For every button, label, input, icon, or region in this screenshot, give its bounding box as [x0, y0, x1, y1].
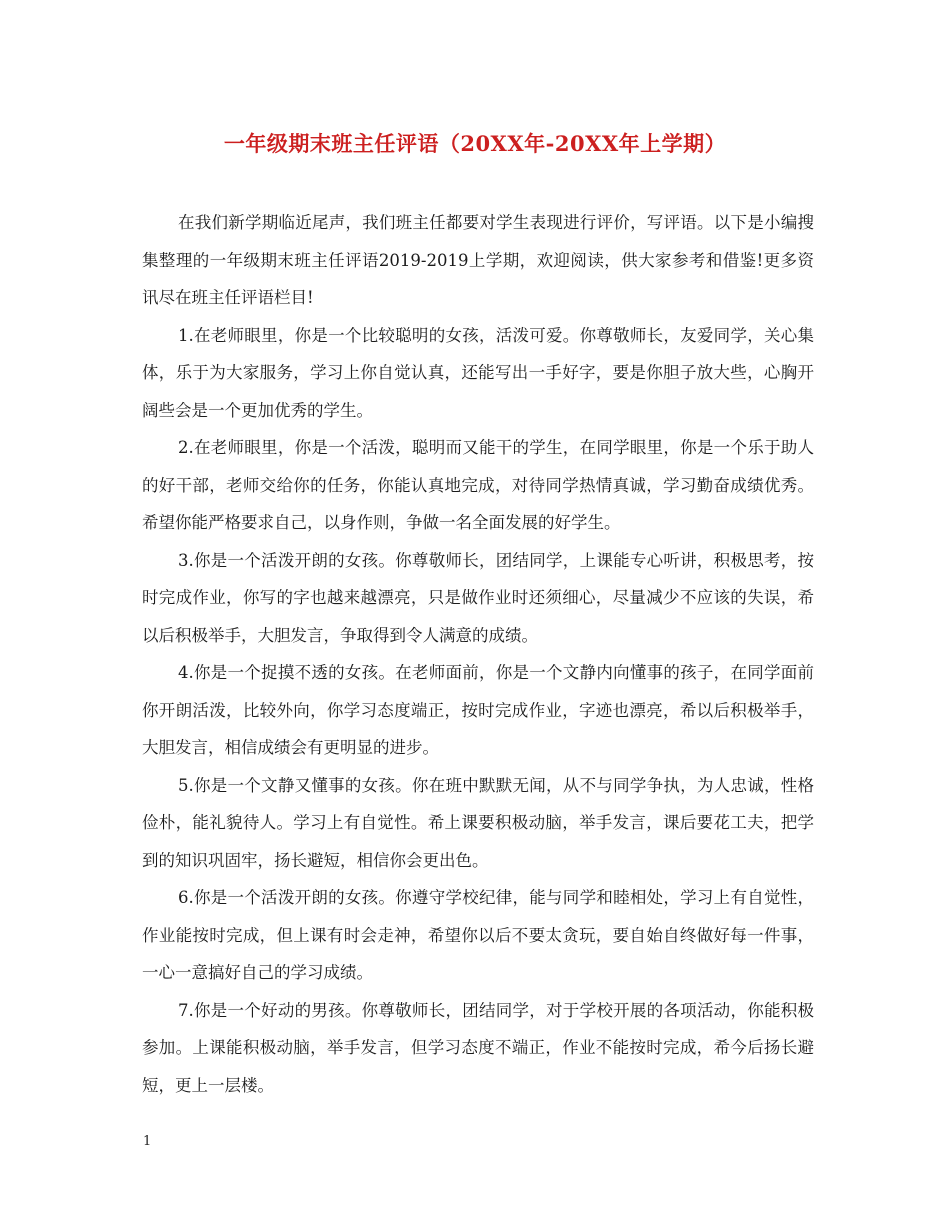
comment-paragraph-2: 2.在老师眼里，你是一个活泼，聪明而又能干的学生，在同学眼里，你是一个乐于助人的好干部，老师交给你的任务，你能认真地完成，对待同学热情真诚，学习勤奋成绩优秀。希望你能严格要求自己，以身作则，争做一名全面发展的好学生。 [142, 438, 814, 532]
comment-paragraph-7: 7.你是一个好动的男孩。你尊敬师长，团结同学，对于学校开展的各项活动，你能积极参加。上课能积极动脑，举手发言，但学习态度不端正，作业不能按时完成，希今后扬长避短，更上一层楼。 [142, 1000, 814, 1095]
comment-paragraph-3: 3.你是一个活泼开朗的女孩。你尊敬师长，团结同学，上课能专心听讲，积极思考，按时完成作业，你写的字也越来越漂亮，只是做作业时还须细心，尽量减少不应该的失误，希以后积极举手，大胆发言，争取得到令人满意的成绩。 [142, 550, 814, 645]
comment-paragraph-6: 6.你是一个活泼开朗的女孩。你遵守学校纪律，能与同学和睦相处，学习上有自觉性，作业能按时完成，但上课有时会走神，希望你以后不要太贪玩，要自始自终做好每一件事，一心一意搞好自己的学习成绩。 [142, 888, 814, 982]
document-title: 一年级期末班主任评语（20XX年-20XX年上学期） [223, 131, 727, 156]
intro-paragraph: 在我们新学期临近尾声，我们班主任都要对学生表现进行评价，写评语。以下是小编搜集整理的一年级期末班主任评语2019-2019上学期，欢迎阅读，供大家参考和借鉴!更多资讯尽在班主任评语栏目! [142, 213, 814, 307]
page-number: 1 [143, 1134, 152, 1149]
comment-paragraph-1: 1.在老师眼里，你是一个比较聪明的女孩，活泼可爱。你尊敬师长，友爱同学，关心集体，乐于为大家服务，学习上你自觉认真，还能写出一手好字，要是你胆子放大些，心胸开阔些会是一个更加优秀的学生。 [142, 325, 814, 420]
comment-paragraph-4: 4.你是一个捉摸不透的女孩。在老师面前，你是一个文静内向懂事的孩子，在同学面前你开朗活泼，比较外向，你学习态度端正，按时完成作业，字迹也漂亮，希以后积极举手，大胆发言，相信成绩会有更明显的进步。 [142, 663, 814, 757]
document-body [142, 204, 814, 1104]
comment-paragraph-5: 5.你是一个文静又懂事的女孩。你在班中默默无闻，从不与同学争执，为人忠诚，性格俭朴，能礼貌待人。学习上有自觉性。希上课要积极动脑，举手发言，课后要花工夫，把学到的知识巩固牢，扬长避短，相信你会更出色。 [142, 775, 814, 870]
